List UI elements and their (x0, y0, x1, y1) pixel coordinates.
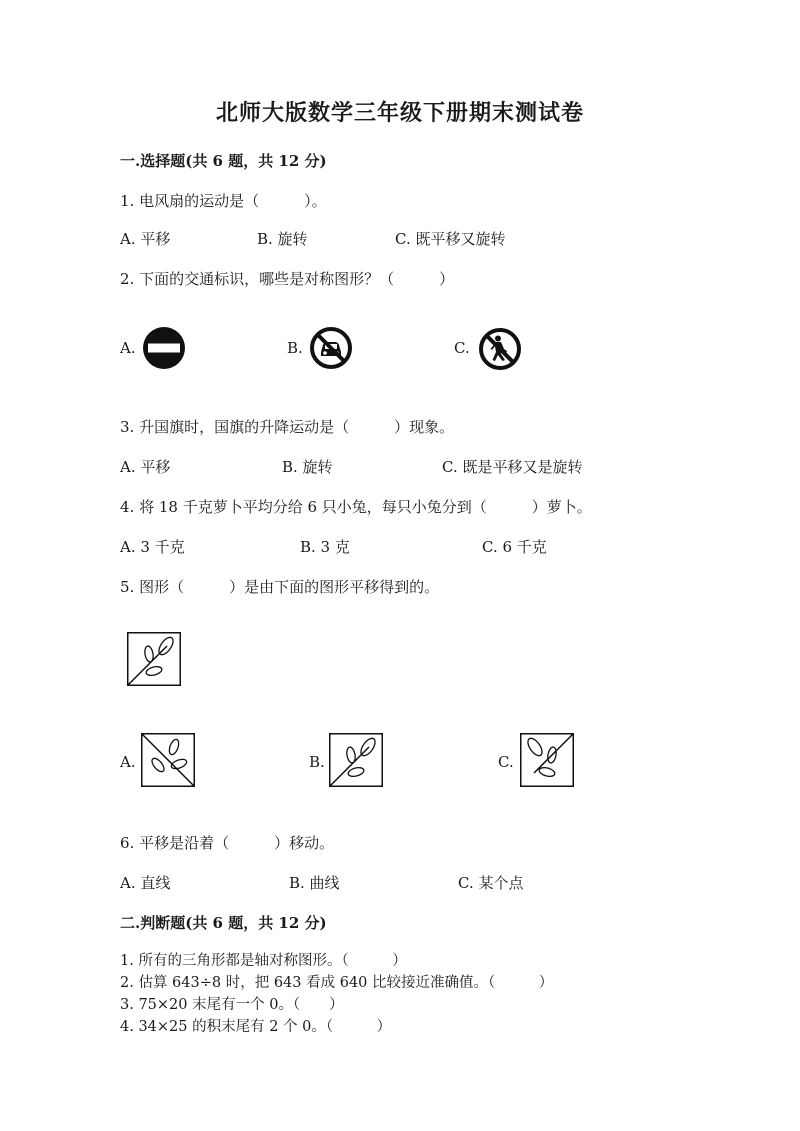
question-6: 6. 平移是沿着（ ）移动。 (120, 834, 335, 852)
question-1-option-c: C. 既平移又旋转 (395, 230, 506, 248)
question-5-option-c: C. (498, 753, 514, 771)
question-2-option-a: A. (120, 339, 136, 357)
question-4-option-c: C. 6 千克 (482, 538, 547, 556)
question-5-option-b: B. (309, 753, 325, 771)
question-6-option-c: C. 某个点 (458, 874, 524, 892)
question-2: 2. 下面的交通标识，哪些是对称图形？（ ） (120, 270, 455, 288)
page-title: 北师大版数学三年级下册期末测试卷 (215, 100, 584, 126)
judgement-item-1: 1. 所有的三角形都是轴对称图形。（ ） (120, 953, 407, 969)
question-3: 3. 升国旗时，国旗的升降运动是（ ）现象。 (120, 418, 455, 436)
question-1: 1. 电风扇的运动是（ ）。 (120, 192, 327, 210)
question-1-option-b: B. 旋转 (257, 230, 308, 248)
question-5-option-a: A. (120, 753, 136, 771)
question-6-option-a: A. 直线 (120, 874, 171, 892)
no-pedestrian-sign-icon (478, 327, 522, 371)
leaf-option-c-icon (520, 733, 574, 787)
leaf-branch-icon (127, 632, 181, 686)
question-3-option-b: B. 旋转 (282, 458, 333, 476)
judgement-item-3: 3. 75×20 末尾有一个 0。（ ） (120, 997, 344, 1013)
question-1-option-a: A. 平移 (120, 230, 171, 248)
section-1-heading: 一.选择题(共 6 题，共 12 分) (120, 152, 327, 170)
question-4-option-b: B. 3 克 (300, 538, 350, 556)
section-2-heading: 二.判断题(共 6 题，共 12 分) (120, 914, 327, 932)
question-3-option-c: C. 既是平移又是旋转 (442, 458, 583, 476)
question-2-option-b: B. (287, 339, 303, 357)
question-3-option-a: A. 平移 (120, 458, 171, 476)
leaf-option-b-icon (329, 733, 383, 787)
question-4-option-a: A. 3 千克 (120, 538, 185, 556)
question-4: 4. 将 18 千克萝卜平均分给 6 只小兔，每只小兔分到（ ）萝卜。 (120, 498, 592, 516)
no-entry-sign-icon (142, 326, 186, 370)
question-2-option-c: C. (454, 339, 470, 357)
leaf-option-a-icon (141, 733, 195, 787)
question-5: 5. 图形（ ）是由下面的图形平移得到的。 (120, 578, 440, 596)
no-motor-vehicle-sign-icon (309, 326, 353, 370)
judgement-item-2: 2. 估算 643÷8 时，把 643 看成 640 比较接近准确值。（ ） (120, 975, 554, 991)
question-6-option-b: B. 曲线 (289, 874, 340, 892)
judgement-item-4: 4. 34×25 的积末尾有 2 个 0。（ ） (120, 1019, 392, 1035)
